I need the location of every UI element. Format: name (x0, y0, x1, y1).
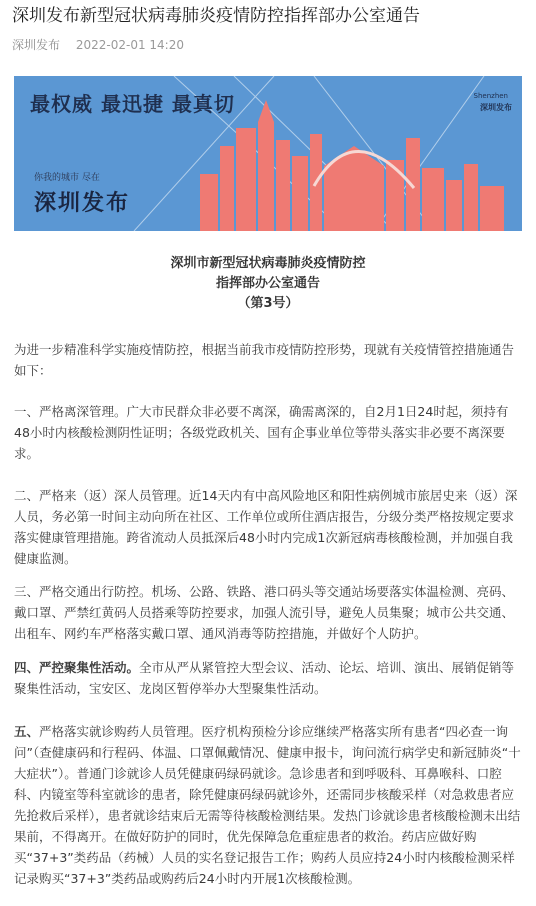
notice-heading-line1: 深圳市新型冠状病毒肺炎疫情防控 (170, 256, 366, 271)
paragraph-5-lead: 五、 (14, 724, 40, 739)
banner-logo-english: Shenzhen (473, 92, 508, 100)
article-date: 2022-02-01 14:20 (75, 38, 184, 52)
article-meta (12, 37, 184, 53)
article-source-link[interactable]: 深圳发布 (12, 38, 61, 52)
paragraph-intro: 为进一步精准科学实施疫情防控，根据当前我市疫情防控形势，现就有关疫情管控措施通告如下： (14, 342, 515, 378)
paragraph-4-lead: 四、严控聚集性活动。 (14, 660, 140, 675)
banner-small-text: 你我的城市 尽在 (34, 173, 100, 183)
banner-logo-chinese: 深圳发布 (480, 103, 512, 112)
paragraph-5 (14, 721, 524, 889)
article-title: 深圳发布新型冠状病毒肺炎疫情防控指挥部办公室通告 (12, 6, 420, 26)
header-banner-image (14, 76, 522, 231)
notice-heading-line2: 指挥部办公室通告 (215, 276, 320, 291)
banner-brand-name: 深圳发布 (34, 191, 131, 216)
paragraph-5-text: 严格落实就诊购药人员管理。医疗机构预检分诊应继续严格落实所有患者“四必查一询问”（查健康码和行程码、体温、口罩佩戴情况、健康申报卡，询问流行病学史和新冠肺炎“十大症状”）。普通门诊就诊人员凭健康码绿码就诊。急诊患者和到呼吸科、耳鼻喉科、口腔科、内镜室等科室就诊的患者，除凭健康码绿码就诊外，还需同步核酸采样（对急救患者应先抢救后采样），患者就诊结束后无需等待核酸检测结果。发热门诊就诊患者核酸检测未出结果前，不得离开。在做好防护的同时，优先保障急危重症患者的救治。药店应做好购买“37+3”类药品（药械）人员的实名登记报告工作；购药人员应持24小时内核酸检测采样记录购买“37+3”类药品或购药后24小时内开展1次核酸检测。 (14, 724, 521, 886)
notice-heading (14, 254, 522, 314)
paragraph-3: 三、严格交通出行防控。机场、公路、铁路、港口码头等交通站场要落实体温检测、亮码、戴口罩、严禁红黄码人员搭乘等防控要求，加强人流引导，避免人员集聚；城市公共交通、出租车、网约车严格落实戴口罩、通风消毒等防控措施，并做好个人防护。 (14, 584, 515, 641)
paragraph-4 (14, 657, 524, 699)
notice-number: （第3号） (237, 296, 299, 311)
paragraph-1: 一、严格离深管理。广大市民群众非必要不离深，确需离深的，自2月1日24时起，须持有48小时内核酸检测阴性证明；各级党政机关、国有企事业单位等带头落实非必要不离深要求。 (14, 404, 509, 461)
paragraph-2: 二、严格来（返）深人员管理。近14天内有中高风险地区和阳性病例城市旅居史来（返）深人员，务必第一时间主动向所在社区、工作单位或所住酒店报告，分级分类严格按规定要求落实健康管理措施。跨省流动人员抵深后48小时内完成1次新冠病毒核酸检测，并加强自我健康监测。 (14, 488, 518, 566)
banner-slogan: 最权威 最迅捷 最真切 (30, 92, 235, 116)
paragraph-4-text: 全市从严从紧管控大型会议、活动、论坛、培训、演出、展销促销等聚集性活动，宝安区、龙岗区暂停举办大型聚集性活动。 (14, 660, 515, 696)
